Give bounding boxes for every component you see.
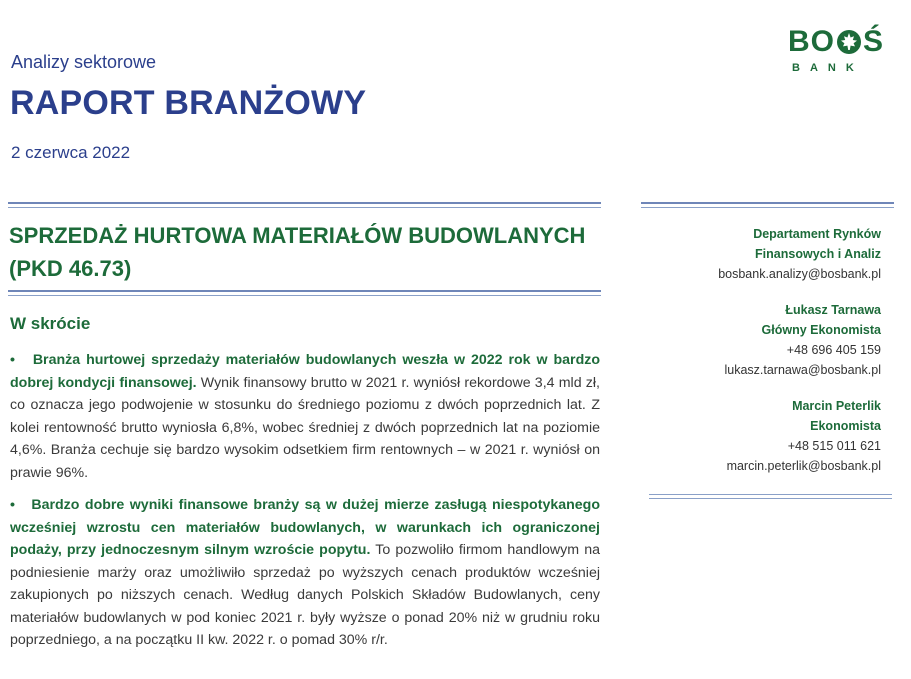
section-title bbox=[9, 219, 599, 285]
summary-heading: W skrócie bbox=[10, 314, 91, 333]
summary-point bbox=[10, 494, 600, 652]
department-email[interactable]: bosbank.analizy@bosbank.pl bbox=[718, 267, 881, 281]
section-title-line2: (PKD 46.73) bbox=[9, 256, 132, 281]
sidebar-rule-bottom bbox=[649, 494, 892, 499]
bullet: • bbox=[10, 497, 15, 513]
contact-email[interactable]: lukasz.tarnawa@bosbank.pl bbox=[724, 363, 881, 377]
sidebar-rule-top bbox=[641, 202, 894, 208]
summary-point-body: Wynik finansowy brutto w 2021 r. wyniósł rekordowe 3,4 mld zł, co oznacza jego podwojenie w stosunku do średniego poziomu z dwóch poprzednich lat. Z kolei rentowność brutto wyniosła 6,8%, wobec średniej z dwóch poprzednich lat na poziomie 4,6%. Branża cechuje się bardzo wysokim odsetkiem firm rentownych – w 2021 r. wyniósł on prawie 96%. bbox=[10, 374, 600, 481]
summary-point-lead: Branża hurtowej sprzedaży materiałów budowlanych weszła w 2022 rok w bardzo dobrej kondycji finansowej. bbox=[10, 352, 600, 391]
contact-card bbox=[724, 300, 881, 380]
section-rule-top bbox=[8, 202, 601, 208]
report-date: 2 czerwca 2022 bbox=[11, 143, 131, 162]
department-contact bbox=[718, 224, 881, 284]
logo-o: O bbox=[810, 25, 836, 59]
contact-role: Główny Ekonomista bbox=[761, 323, 881, 337]
logo-text-right: Ś bbox=[863, 25, 885, 59]
contact-phone[interactable]: +48 515 011 621 bbox=[787, 439, 881, 453]
department-name-line1: Departament Rynków bbox=[753, 227, 881, 241]
contact-card bbox=[727, 396, 881, 476]
contact-role: Ekonomista bbox=[810, 419, 881, 433]
bos-bank-logo bbox=[788, 24, 885, 80]
department-name-line2: Finansowych i Analiz bbox=[755, 247, 881, 261]
contact-name: Marcin Peterlik bbox=[792, 399, 881, 413]
bullet: • bbox=[10, 352, 15, 368]
summary-point bbox=[10, 349, 600, 484]
summary-point-lead: Bardzo dobre wyniki finansowe branży są w dużej mierze zasługą niespotykanego wcześniej wzrostu cen materiałów budowlanych, w warunkach ich ograniczonej podaży, przy jednoczesnym silnym wzroście popytu. bbox=[10, 497, 601, 558]
contact-name: Łukasz Tarnawa bbox=[785, 303, 881, 317]
logo-text-left: B bbox=[788, 25, 811, 59]
maple-leaf-icon bbox=[836, 29, 862, 55]
logo-subtext: BANK bbox=[792, 62, 864, 74]
page-title: RAPORT BRANŻOWY bbox=[10, 84, 367, 122]
contact-phone[interactable]: +48 696 405 159 bbox=[786, 343, 881, 357]
report-category: Analizy sektorowe bbox=[11, 52, 157, 72]
section-rule-bottom bbox=[8, 290, 601, 296]
summary-point-body: To pozwoliło firmom handlowym na podniesienie marży oraz umożliwiło sprzedaż po wyższych cenach produktów wcześniej zakupionych po niższych cenach. Według danych Polskich Składów Budowlanych, ceny materiałów budowlanych w pod koniec 2021 r. były wyższe o ponad 20% niż w grudniu roku poprzedniego, a na początku II kw. 2022 r. o pomad 30% r/r. bbox=[10, 542, 600, 648]
section-title-line1: SPRZEDAŻ HURTOWA MATERIAŁÓW BUDOWLANYCH bbox=[9, 223, 586, 248]
contact-email[interactable]: marcin.peterlik@bosbank.pl bbox=[726, 459, 881, 473]
